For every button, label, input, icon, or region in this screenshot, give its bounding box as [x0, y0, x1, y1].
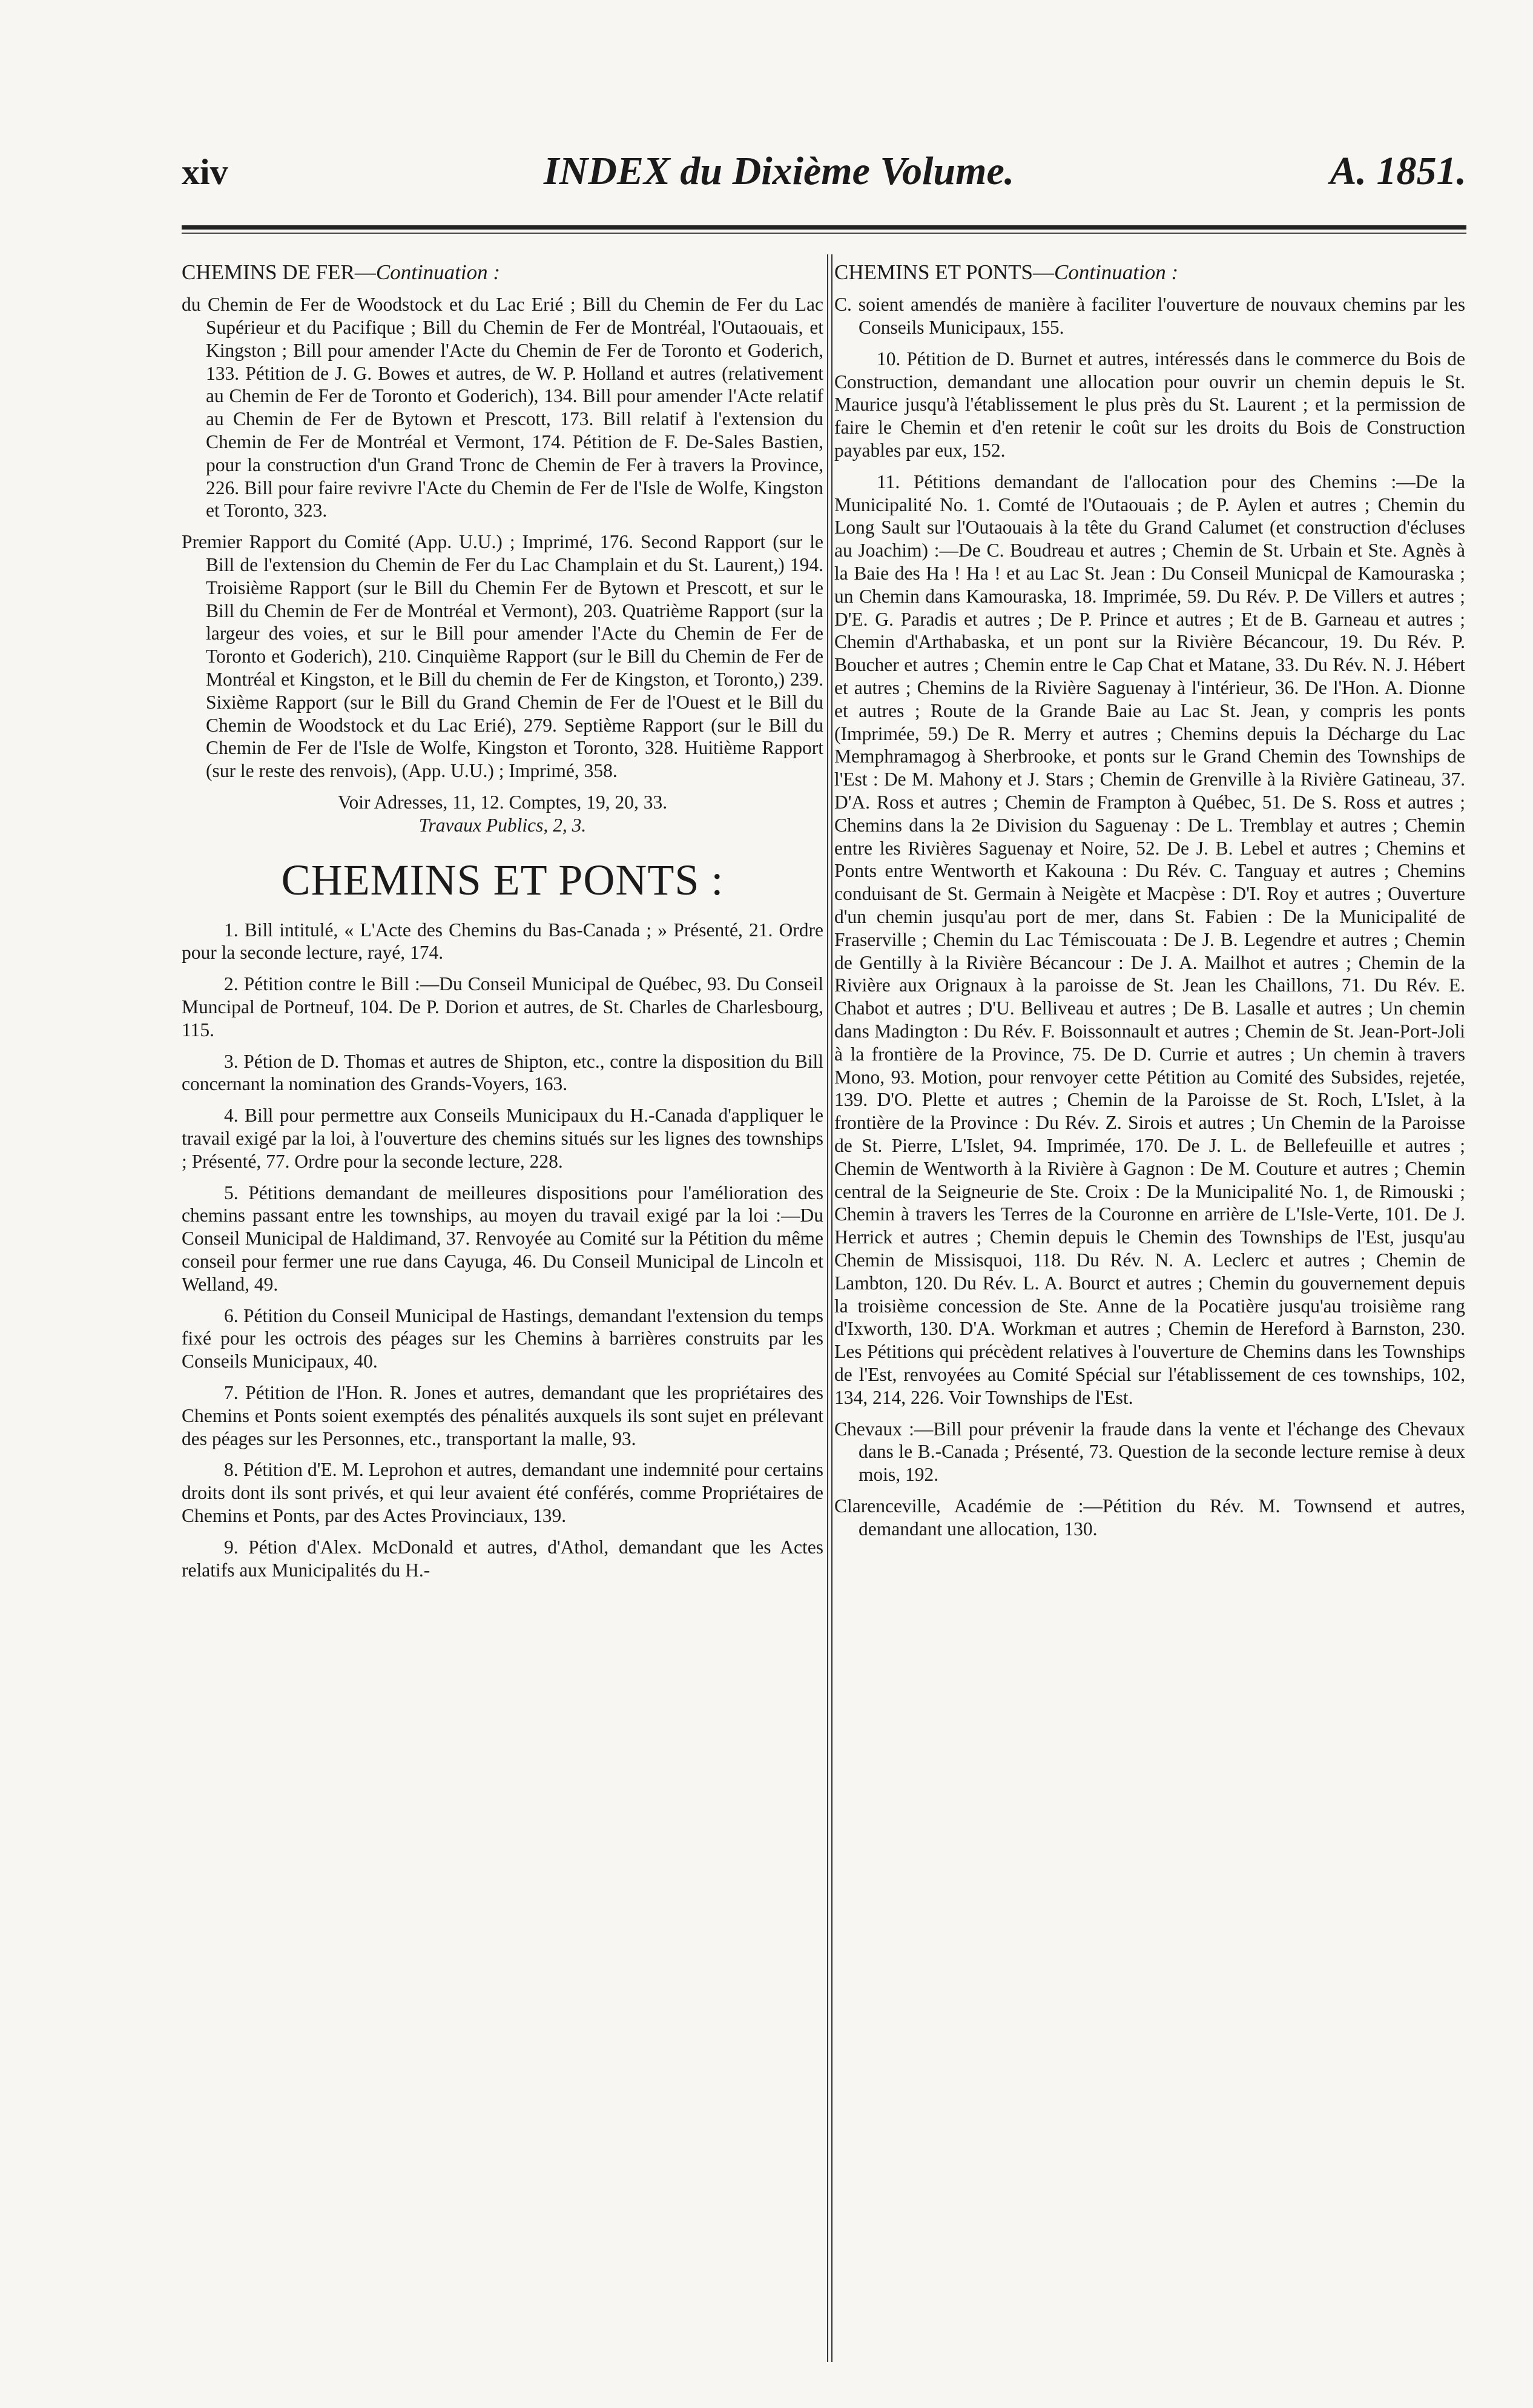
entry-3: 3. Pétion de D. Thomas et autres de Shipton, etc., contre la disposition du Bill concernant la nomination des Grands-Voyers, 163. [182, 1050, 823, 1095]
see-also-line-1: Voir Adresses, 11, 12. Comptes, 19, 20, 33. [337, 791, 668, 813]
column-divider [827, 254, 832, 2362]
right-column [834, 260, 1465, 2386]
chevaux-entry: Chevaux :—Bill pour prévenir la fraude dans la vente et l'échange des Chevaux dans le B.-Canada ; Présenté, 73. Question de la seconde lecture remise à deux mois, 192. [834, 1418, 1465, 1486]
entry-10: 10. Pétition de D. Burnet et autres, intéressés dans le commerce du Bois de Construction, demandant une allocation pour ouvrir un chemin depuis le St. Maurice jusqu'à l'établissement le plus près du St. Laurent ; et la permission de faire le Chemin et d'en retenir le coût sur les droits du Bois de Construction payables par eux, 152. [834, 348, 1465, 461]
left-column-label [182, 260, 823, 285]
chemins-de-fer-continuation-text: du Chemin de Fer de Woodstock et du Lac Erié ; Bill du Chemin de Fer du Lac Supérieur et du Pacifique ; Bill du Chemin de Fer de Montréal, l'Outaouais, et Kingston ; Bill pour amender l'Acte du Chemin de Fer de Toronto et Goderich, 133. Pétition de J. G. Bowes et autres, de W. P. Holland et autres (relativement au Chemin de Fer de Toronto et Goderich), 134. Bill pour amender l'Acte relatif au Chemin de Fer de Bytown et Prescott, 173. Bill relatif à l'extension du Chemin de Fer de Montréal et Vermont, 174. Pétition de F. De-Sales Bastien, pour la construction d'un Grand Tronc de Chemin de Fer à travers la Province, 226. Bill pour faire revivre l'Acte du Chemin de Fer de l'Isle de Wolfe, Kingston et Toronto, 323. [182, 294, 823, 521]
see-also-line-2: Travaux Publics, 2, 3. [418, 814, 587, 836]
entry-2: 2. Pétition contre le Bill :—Du Conseil Municipal de Québec, 93. Du Conseil Muncipal de Portneuf, 104. De P. Dorion et autres, de St. Charles de Charlesbourg, 115. [182, 973, 823, 1040]
see-also-line [182, 791, 823, 837]
entry-7: 7. Pétition de l'Hon. R. Jones et autres, demandant que les propriétaires des Chemins et Ponts soient exemptés des pénalités auxquels ils sont sujet en prélevant des péages sur les Personnes, etc., transportant la malle, 93. [182, 1381, 823, 1449]
right-label-main: CHEMINS ET PONTS— [834, 260, 1055, 284]
page-title: INDEX du Dixième Volume. [543, 149, 1015, 193]
right-label-continuation: Continuation : [1054, 260, 1179, 284]
section-title-chemins-et-ponts: CHEMINS ET PONTS : [281, 855, 724, 904]
entry-4: 4. Bill pour permettre aux Conseils Municipaux du H.-Canada d'appliquer le travail exigé par la loi, à l'ouverture des chemins situés sur les lignes des townships ; Présenté, 77. Ordre pour la seconde lecture, 228. [182, 1105, 823, 1172]
entry-5: 5. Pétitions demandant de meilleures dispositions pour l'amélioration des chemins passant entre les townships, au moyen du travail exigé par la loi :—Du Conseil Municipal de Haldimand, 37. Renvoyée au Comité sur la Pétition du même conseil pour fermer une rue dans Cayuga, 46. Du Conseil Municipal de Lincoln et Welland, 49. [182, 1182, 823, 1295]
right-column-label [834, 260, 1465, 285]
left-label-continuation: Continuation : [375, 260, 501, 284]
left-column [182, 260, 823, 2386]
page-number: xiv [182, 152, 228, 192]
entry-9: 9. Pétion d'Alex. McDonald et autres, d'Athol, demandant que les Actes relatifs aux Municipalités du H.- [182, 1536, 823, 1581]
entry-6: 6. Pétition du Conseil Municipal de Hastings, demandant l'extension du temps fixé pour les octrois des péages sur les Chemins à barrières construits par les Conseils Municipaux, 40. [182, 1305, 823, 1372]
page-header [182, 148, 1466, 203]
clarenceville-entry: Clarenceville, Académie de :—Pétition du Rév. M. Townsend et autres, demandant une allocation, 130. [834, 1495, 1465, 1540]
header-rule-thick [182, 225, 1466, 230]
page-year: A. 1851. [1330, 149, 1466, 193]
header-rule-thin [182, 233, 1466, 234]
entry-9-continued: C. soient amendés de manière à faciliter l'ouverture de nouvaux chemins par les Conseils Municipaux, 155. [834, 294, 1465, 339]
left-label-main: CHEMINS DE FER— [182, 260, 376, 284]
entry-8: 8. Pétition d'E. M. Leprohon et autres, demandant une indemnité pour certains droits dont ils sont privés, et qui leur avaient été conférés, comme Propriétaires de Chemins et Ponts, par des Actes Provinciaux, 139. [182, 1459, 823, 1526]
entry-11: 11. Pétitions demandant de l'allocation pour des Chemins :—De la Municipalité No. 1. Comté de l'Outaouais ; de P. Aylen et autres ; Chemin du Long Sault sur l'Outaouais à la tête du Grand Calumet (et construction d'écluses au Joachim) :—De C. Boudreau et autres ; Chemin de St. Urbain et Ste. Agnès à la Baie des Ha ! Ha ! et au Lac St. Jean : Du Conseil Municpal de Kamouraska ; un Chemin dans Kamouraska, 18. Imprimée, 59. Du Rév. P. De Villers et autres ; D'E. G. Paradis et autres ; De P. Prince et autres ; Et de B. Garneau et autres ; Chemin d'Arthabaska, et un pont sur la Rivière Bécancour, 19. Du Rév. P. Boucher et autres ; Chemin entre le Cap Chat et Matane, 33. Du Rév. N. J. Hébert et autres ; Chemins de la Rivière Saguenay à l'intérieur, 36. De l'Hon. A. Dionne et autres ; Route de la Grande Baie au Lac St. Jean, y compris les ponts (Imprimée, 59.) De R. Merry et autres ; Chemins depuis la Décharge du Lac Memphramagog à Sherbrooke, et ponts sur le Grand Chemin des Townships de l'Est : De M. Mahony et J. Stars ; Chemin de Grenville à la Rivière Gatineau, 37. D'A. Ross et autres ; Chemin de Frampton à Québec, 51. De S. Ross et autres ; Chemins dans la 2e Division du Saguenay : De L. Tremblay et autres ; Chemin entre les Rivières Saguenay et Noire, 52. De J. B. Lebel et autres ; Chemins et Ponts entre Wentworth et Kakouna : Du Rév. C. Tanguay et autres ; Chemins conduisant de St. Germain à Neigète et Macpèse : D'I. Roy et autres ; Ouverture d'un chemin jusqu'au port de mer, dans St. Fabien : De la Municipalité de Fraserville ; Chemin du Lac Témiscouata : De J. B. Legendre et autres ; Chemin de Gentilly à la Rivière Bécancour : De J. A. Mailhot et autres ; Chemin de la Rivière aux Orignaux à la paroisse de St. Jean les Chaillons, 71. Du Rév. E. Chabot et autres ; D'U. Belliveau et autres ; De B. Lasalle et autres ; Un chemin dans Madington : Du Rév. F. Boissonnault et autres ; Chemin de St. Jean-Port-Joli à la frontière de la Province, 75. De D. Currie et autres ; Un chemin à travers Mono, 93. Motion, pour renvoyer cette Pétition au Comité des Subsides, rejetée, 139. D'O. Plette et autres ; Chemin de la Paroisse de St. Roch, L'Islet, à la frontière de la Province : Du Rév. Z. Sirois et autres ; Un Chemin de la Paroisse de St. Pierre, L'Islet, 94. Imprimée, 170. De J. L. de Bellefeuille et autres ; Chemin de Wentworth à la Rivière à Gagnon : De M. Couture et autres ; Chemin central de la Seigneurie de Ste. Croix : De la Municipalité No. 1, de Rimouski ; Chemin à travers les Terres de la Couronne en arrière de L'Isle-Verte, 101. De J. Herrick et autres ; Chemin depuis le Chemin des Townships de l'Est, jusqu'au Chemin de Missisquoi, 118. Du Rév. N. A. Leclerc et autres ; Chemin de Lambton, 120. Du Rév. L. A. Bourct et autres ; Chemin du gouvernement depuis la troisième concession de Ste. Anne de la Pocatière jusqu'au troisième rang d'Ixworth, 130. D'A. Workman et autres ; Chemin de Hereford à Barnston, 230. Les Pétitions qui précèdent relatives à l'ouverture de Chemins dans les Townships de l'Est, renvoyées au Comité Spécial sur l'établissement de ces townships, 102, 134, 214, 226. Voir Townships de l'Est. [834, 471, 1465, 1408]
rapports-entry: Premier Rapport du Comité (App. U.U.) ; Imprimé, 176. Second Rapport (sur le Bill de l'extension du Chemin de Fer du Lac Champlain et du St. Laurent,) 194. Troisième Rapport (sur le Bill du Chemin Fer de Bytown et Prescott, et sur le Bill du Chemin de Fer de Montréal et Vermont), 203. Quatrième Rapport (sur la largeur des voies, et sur le Bill pour amender l'Acte du Chemin de Fer de Toronto et Goderich), 210. Cinquième Rapport (sur le Bill du Chemin de Fer de Montréal et Kingston, et le Bill du chemin de Fer de Kingston, et Toronto,) 239. Sixième Rapport (sur le Bill du Grand Chemin de Fer de l'Ouest et le Bill du Chemin de Woodstock et du Lac Erié), 279. Septième Rapport (sur le Bill du Chemin de Fer de l'Isle de Wolfe, Kingston et Toronto, 328. Huitième Rapport (sur le reste des renvois), (App. U.U.) ; Imprimé, 358. [182, 531, 823, 782]
entry-1: 1. Bill intitulé, « L'Acte des Chemins du Bas-Canada ; » Présenté, 21. Ordre pour la seconde lecture, rayé, 174. [182, 919, 823, 964]
